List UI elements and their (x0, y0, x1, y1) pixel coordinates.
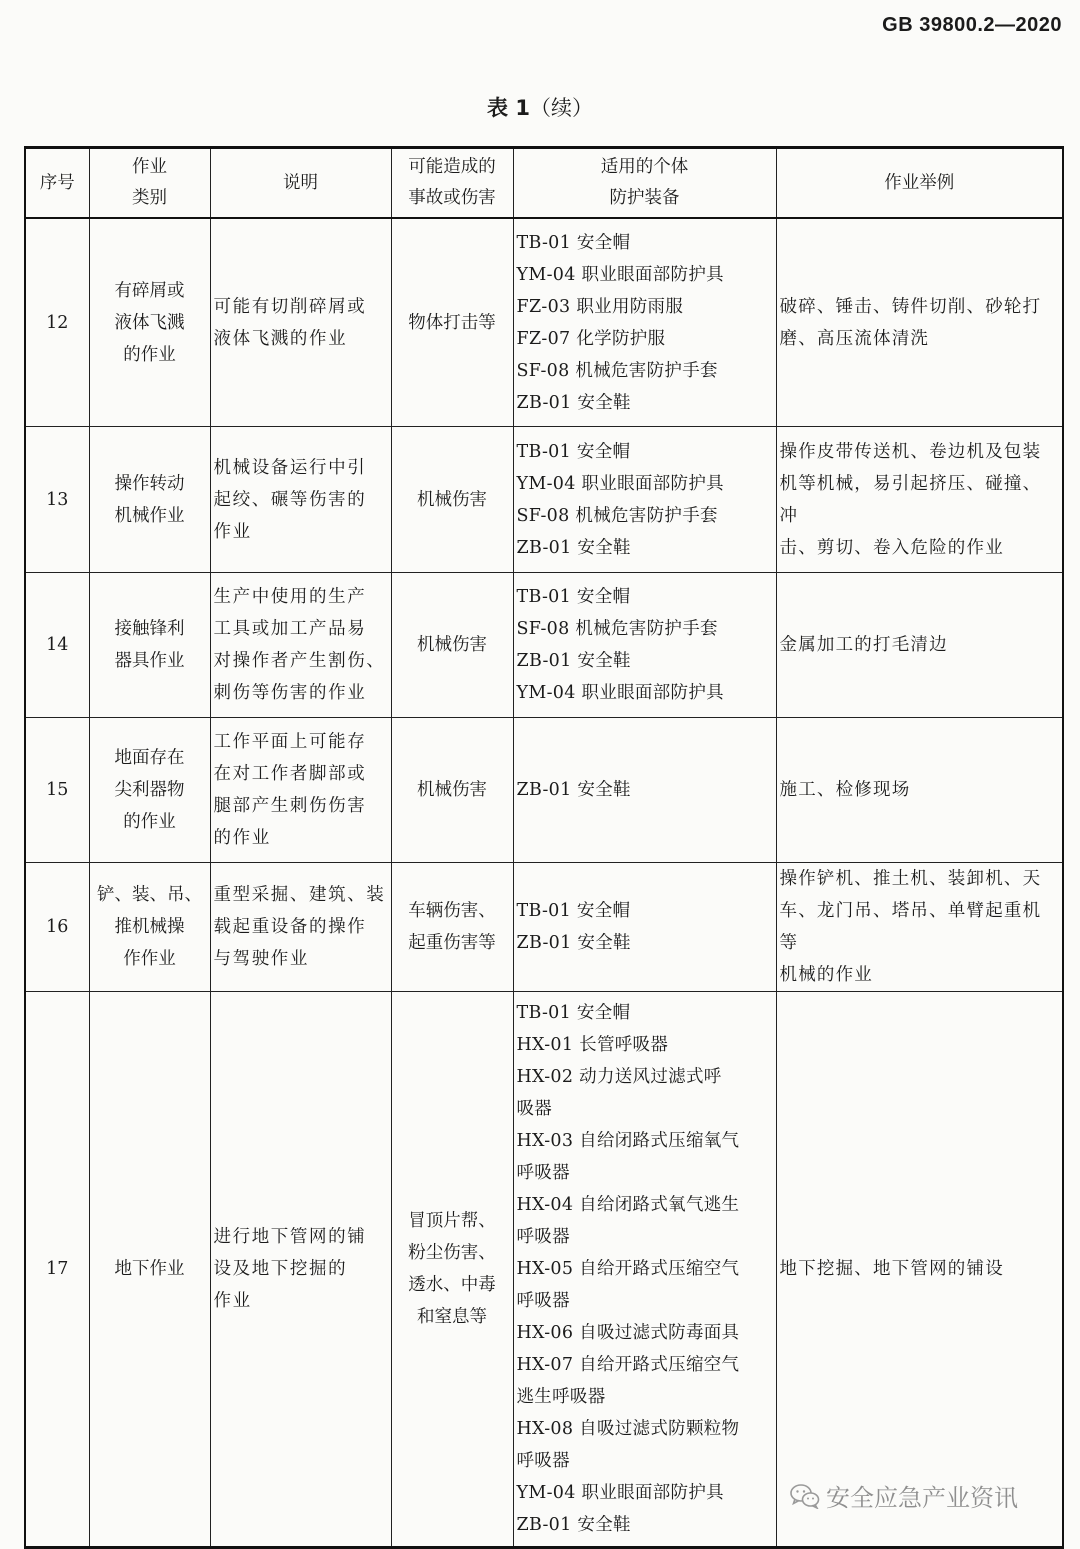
cell-line: 地面存在 (114, 748, 185, 768)
cell-line: 粉尘伤害、 (408, 1243, 496, 1263)
cell-example (776, 427, 1063, 573)
watermark-text: 安全应急产业资讯 (826, 1484, 1018, 1512)
cell-description (210, 718, 391, 863)
table-row (25, 427, 1063, 573)
cell-no: 16 (25, 863, 89, 992)
cell-description (210, 863, 391, 992)
cell-work-type (89, 573, 210, 718)
cell-no: 12 (25, 218, 89, 427)
cell-line: 作业举例 (884, 172, 955, 193)
cell-line: 载起重设备的操作 (213, 917, 367, 937)
ppe-table (24, 146, 1064, 1549)
cell-no: 15 (25, 718, 89, 863)
header-description (210, 148, 391, 219)
cell-accident (391, 573, 513, 718)
cell-line: HX-02 动力送风过滤式呼 (516, 1067, 722, 1087)
cell-line: 机械伤害 (417, 635, 487, 655)
table-header-row (25, 148, 1063, 219)
cell-work-type (89, 427, 210, 573)
cell-line: 序号 (39, 172, 75, 193)
cell-line: HX-05 自给开路式压缩空气 (516, 1259, 740, 1279)
cell-line: 机械伤害 (417, 489, 487, 510)
cell-line: 有碎屑或 (114, 280, 185, 301)
cell-line: 磨、高压流体清洗 (779, 328, 930, 349)
cell-line: TB-01 安全帽 (516, 901, 631, 921)
cell-line: TB-01 安全帽 (516, 232, 631, 253)
cell-example (776, 992, 1063, 1548)
cell-line: 刺伤等伤害的作业 (213, 683, 367, 703)
cell-accident (391, 427, 513, 573)
cell-line: HX-07 自给开路式压缩空气 (516, 1355, 740, 1375)
cell-line: 推机械操 (114, 917, 185, 937)
cell-line: 车、龙门吊、塔吊、单臂起重机等 (779, 901, 1042, 953)
cell-line: 操作铲机、推土机、装卸机、天 (779, 869, 1042, 889)
cell-line: 重型采掘、建筑、装 (213, 885, 386, 905)
cell-line: 与驾驶作业 (213, 949, 309, 969)
cell-line: 防护装备 (609, 188, 680, 208)
cell-line: 吸器 (516, 1099, 553, 1119)
cell-example (776, 573, 1063, 718)
cell-line: 呼吸器 (516, 1291, 570, 1311)
cell-line: 呼吸器 (516, 1227, 570, 1247)
cell-line: ZB-01 安全鞋 (516, 392, 631, 413)
cell-line: 车辆伤害、 (408, 901, 496, 921)
cell-line: YM-04 职业眼面部防护具 (516, 264, 724, 285)
cell-equipment (513, 573, 776, 718)
cell-line: 呼吸器 (516, 1451, 570, 1471)
cell-no: 17 (25, 992, 89, 1548)
cell-line: 机械设备运行中引 (213, 457, 367, 478)
cell-line: 金属加工的打毛清边 (779, 635, 948, 655)
table-row (25, 718, 1063, 863)
cell-line: 设及地下挖掘的 (213, 1259, 348, 1279)
cell-line: SF-08 机械危害防护手套 (516, 619, 718, 639)
cell-accident (391, 863, 513, 992)
cell-line: 作业 (132, 157, 167, 177)
cell-line: 尖利器物 (114, 780, 185, 800)
cell-line: TB-01 安全帽 (516, 1003, 631, 1023)
watermark (790, 1478, 1018, 1513)
cell-line: 透水、中毒 (408, 1275, 496, 1295)
cell-line: 作作业 (123, 949, 176, 969)
cell-equipment (513, 218, 776, 427)
cell-line: 可能造成的 (408, 157, 496, 177)
cell-work-type (89, 718, 210, 863)
table-row (25, 573, 1063, 718)
cell-example (776, 718, 1063, 863)
cell-line: 说明 (283, 172, 318, 193)
cell-accident (391, 718, 513, 863)
cell-work-type (89, 218, 210, 427)
cell-line: 和窒息等 (417, 1307, 487, 1327)
cell-line: HX-03 自给闭路式压缩氧气 (516, 1131, 740, 1151)
cell-line: 的作业 (123, 344, 176, 365)
cell-accident (391, 218, 513, 427)
cell-line: 铲、装、吊、 (97, 885, 202, 905)
cell-line: ZB-01 安全鞋 (516, 933, 631, 953)
cell-line: HX-06 自吸过滤式防毒面具 (516, 1323, 740, 1343)
cell-line: 击、剪切、卷入危险的作业 (779, 537, 1004, 558)
cell-line: HX-01 长管呼吸器 (516, 1035, 669, 1055)
cell-line: FZ-07 化学防护服 (516, 328, 666, 349)
cell-line: 类别 (132, 188, 167, 208)
cell-line: TB-01 安全帽 (516, 441, 631, 462)
cell-line: 的作业 (123, 812, 176, 832)
cell-line: 作业 (213, 1291, 252, 1311)
cell-line: 对操作者产生割伤、 (213, 651, 386, 671)
cell-line: SF-08 机械危害防护手套 (516, 360, 718, 381)
table-row (25, 863, 1063, 992)
cell-line: TB-01 安全帽 (516, 587, 631, 607)
cell-line: 破碎、锤击、铸件切削、砂轮打 (779, 296, 1042, 317)
cell-line: 机械的作业 (779, 965, 873, 985)
cell-line: 进行地下管网的铺 (213, 1227, 367, 1247)
table-row (25, 992, 1063, 1548)
cell-line: 起重伤害等 (408, 933, 496, 953)
cell-line: 可能有切削碎屑或 (213, 296, 367, 317)
cell-work-type (89, 863, 210, 992)
cell-line: 物体打击等 (408, 312, 496, 333)
cell-line: 机械伤害 (417, 780, 487, 800)
cell-no: 14 (25, 573, 89, 718)
cell-no: 13 (25, 427, 89, 573)
cell-line: 操作转动 (114, 473, 185, 494)
cell-line: 液体飞溅 (114, 312, 185, 333)
table-title-main: 表 1 (487, 96, 530, 120)
cell-line: 呼吸器 (516, 1163, 570, 1183)
cell-line: 工具或加工产品易 (213, 619, 367, 639)
table-title (0, 92, 1080, 122)
cell-description (210, 992, 391, 1548)
cell-line: HX-08 自吸过滤式防颗粒物 (516, 1419, 740, 1439)
cell-example (776, 863, 1063, 992)
cell-line: YM-04 职业眼面部防护具 (516, 473, 724, 494)
cell-line: 事故或伤害 (408, 188, 496, 208)
cell-equipment (513, 863, 776, 992)
cell-line: 机等机械，易引起挤压、碰撞、冲 (779, 473, 1042, 526)
cell-work-type (89, 992, 210, 1548)
cell-line: 器具作业 (114, 651, 185, 671)
cell-line: 地下作业 (114, 1259, 185, 1279)
cell-equipment (513, 427, 776, 573)
cell-line: YM-04 职业眼面部防护具 (516, 683, 724, 703)
cell-line: 逃生呼吸器 (516, 1387, 606, 1407)
cell-line: 施工、检修现场 (779, 780, 911, 800)
cell-line: 在对工作者脚部或 (213, 764, 367, 784)
header-possible-accident (391, 148, 513, 219)
cell-line: ZB-01 安全鞋 (516, 1515, 631, 1535)
cell-line: 冒顶片帮、 (408, 1211, 496, 1231)
cell-line: 适用的个体 (600, 157, 689, 177)
cell-equipment (513, 992, 776, 1548)
wechat-icon (790, 1483, 820, 1509)
cell-line: HX-04 自给闭路式氧气逃生 (516, 1195, 740, 1215)
header-work-examples (776, 148, 1063, 219)
cell-line: 液体飞溅的作业 (213, 328, 348, 349)
cell-line: 操作皮带传送机、卷边机及包装 (779, 441, 1042, 462)
cell-line: 的作业 (213, 828, 271, 848)
header-protective-equipment (513, 148, 776, 219)
cell-line: YM-04 职业眼面部防护具 (516, 1483, 724, 1503)
cell-description (210, 218, 391, 427)
standard-number: GB 39800.2—2020 (882, 14, 1062, 36)
cell-line: 生产中使用的生产 (213, 587, 367, 607)
cell-line: ZB-01 安全鞋 (516, 780, 631, 800)
cell-line: 工作平面上可能存 (213, 732, 367, 752)
cell-description (210, 427, 391, 573)
cell-line: 起绞、碾等伤害的 (213, 489, 367, 510)
header-serial-no (25, 148, 89, 219)
cell-equipment (513, 718, 776, 863)
cell-description (210, 573, 391, 718)
header-work-type (89, 148, 210, 219)
cell-line: 作业 (213, 521, 252, 542)
cell-line: ZB-01 安全鞋 (516, 537, 631, 558)
cell-line: FZ-03 职业用防雨服 (516, 296, 684, 317)
table-title-continued: （续） (529, 96, 593, 120)
table-row (25, 218, 1063, 427)
cell-line: ZB-01 安全鞋 (516, 651, 631, 671)
cell-line: 地下挖掘、地下管网的铺设 (779, 1259, 1004, 1279)
cell-example (776, 218, 1063, 427)
cell-line: SF-08 机械危害防护手套 (516, 505, 718, 526)
cell-accident (391, 992, 513, 1548)
cell-line: 接触锋利 (114, 619, 185, 639)
cell-line: 机械作业 (114, 505, 185, 526)
cell-line: 腿部产生刺伤伤害 (213, 796, 367, 816)
